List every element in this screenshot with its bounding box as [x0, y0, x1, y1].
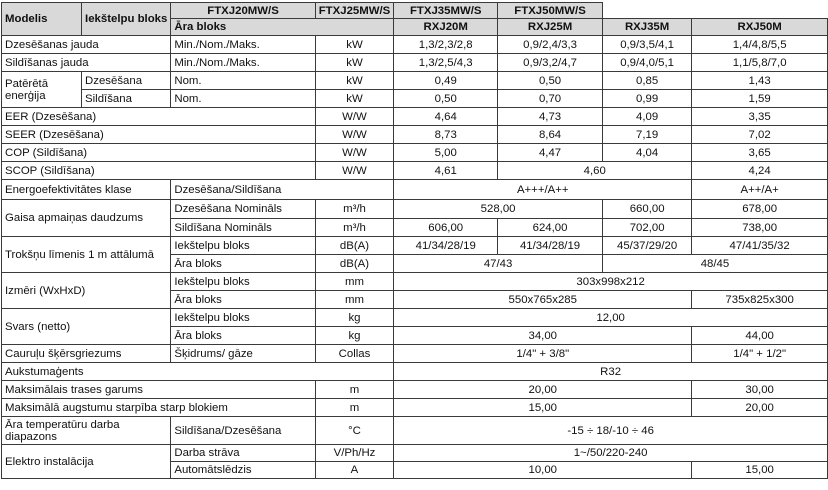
table-row [2, 399, 828, 417]
table-row [2, 200, 828, 219]
table-cell: Cauruļu šķērsgriezums [2, 345, 171, 363]
table-cell: 3,65 [692, 144, 828, 162]
table-cell: Dzesēšana Nominā​ls [171, 200, 315, 219]
table-row [2, 36, 828, 54]
table-row [2, 72, 828, 90]
table-cell: 10,00 [394, 462, 692, 479]
table-cell: Elektro instalācija [2, 445, 171, 479]
table-cell: 30,00 [692, 381, 828, 399]
table-cell: Gaisa apmaiņas daudzums [2, 200, 171, 237]
table-row [2, 273, 828, 291]
table-cell: 678,00 [692, 200, 828, 219]
table-cell: SCOP (Sildīšana) [2, 162, 316, 180]
table-cell: W/W [315, 108, 394, 126]
table-row [2, 345, 828, 363]
table-cell: 5,00 [394, 144, 498, 162]
table-cell: 47/43 [394, 255, 603, 273]
table-cell: 4,09 [602, 108, 691, 126]
table-cell: 4,04 [602, 144, 691, 162]
table-cell: FTXJ50MW/S [498, 3, 603, 19]
table-cell: Energoefektivitātes klase [2, 180, 171, 200]
table-cell: mm [315, 291, 394, 309]
table-cell: mm [315, 273, 394, 291]
table-cell: 4,73 [498, 108, 603, 126]
table-cell: 1~/50/220-240 [394, 445, 828, 462]
table-cell: 44,00 [692, 327, 828, 345]
table-cell: 0,85 [602, 72, 691, 90]
table-cell: A++/A+ [692, 180, 828, 200]
table-row [2, 180, 828, 200]
table-cell: Sildīšana [82, 90, 171, 108]
table-cell: 0,9/3,2/4,7 [498, 54, 603, 72]
table-cell: 7,19 [602, 126, 691, 144]
table-cell: 1,4/4,8/5,5 [692, 36, 828, 54]
table-cell: COP (Sildīšana) [2, 144, 316, 162]
spec-table [1, 2, 828, 479]
table-cell: 1/4" + 1/2" [692, 345, 828, 363]
table-cell: Iekštelpu bloks [171, 273, 315, 291]
table-cell: 624,00 [498, 219, 603, 237]
table-cell: kg [315, 327, 394, 345]
table-cell: 606,00 [394, 219, 498, 237]
table-cell: -15 ÷ 18/-10 ÷ 46 [394, 417, 828, 445]
table-cell: Aukstumaģents [2, 363, 394, 381]
table-cell: Iekštelpu bloks [171, 309, 315, 327]
table-cell: Collas [315, 345, 394, 363]
table-row [2, 309, 828, 327]
table-cell: 0,9/3,5/4,1 [602, 36, 691, 54]
table-row [2, 237, 828, 255]
table-cell: Šķidrums/ gāze [171, 345, 315, 363]
table-cell: 41/34/28/19 [394, 237, 498, 255]
table-cell: Nom. [171, 72, 315, 90]
spec-table-body [2, 3, 828, 479]
table-cell: Iekštelpu bloks [171, 237, 315, 255]
table-cell: Āra bloks [171, 19, 394, 36]
table-cell: kW [315, 54, 394, 72]
table-cell: Nom. [171, 90, 315, 108]
table-cell: 735x825x300 [692, 291, 828, 309]
table-cell: 12,00 [394, 309, 828, 327]
table-cell: Darba strāva [171, 445, 315, 462]
table-row [2, 417, 828, 445]
table-cell: 1,59 [692, 90, 828, 108]
table-cell: Min./Nom./Maks. [171, 36, 315, 54]
table-cell: V/Ph/Hz [315, 445, 394, 462]
table-cell: Āra bloks [171, 327, 315, 345]
table-cell: 1/4" + 3/8" [394, 345, 692, 363]
table-cell: 8,73 [394, 126, 498, 144]
table-cell: A [315, 462, 394, 479]
table-cell: RXJ35M [602, 19, 691, 36]
table-cell: Āra temperatūru darba diapazons [2, 417, 171, 445]
table-cell: Automātslēdzis [171, 462, 315, 479]
table-cell: Trokšņu līmenis 1 m attālumā [2, 237, 171, 273]
table-row [2, 162, 828, 180]
table-row [2, 126, 828, 144]
table-cell: 4,60 [498, 162, 692, 180]
table-cell: 0,50 [498, 72, 603, 90]
table-cell: 48/45 [602, 255, 827, 273]
table-row [2, 108, 828, 126]
table-cell: 20,00 [394, 381, 692, 399]
table-cell: Maksimālais trases garums [2, 381, 316, 399]
table-row [2, 3, 828, 19]
table-cell: m³/h [315, 219, 394, 237]
table-cell: A+++/A++ [394, 180, 692, 200]
table-row [2, 90, 828, 108]
table-cell: Sildīšana Nominā​ls [171, 219, 315, 237]
table-cell: Dzesēšanas jauda [2, 36, 171, 54]
table-cell: 303x998x212 [394, 273, 828, 291]
table-cell: Sildīšana/Dzesēšana [171, 417, 315, 445]
table-row [2, 381, 828, 399]
table-cell: dB(A) [315, 237, 394, 255]
table-cell: FTXJ20MW/S [171, 3, 315, 19]
table-cell: 4,61 [394, 162, 498, 180]
table-cell: 15,00 [394, 399, 692, 417]
table-cell: 3,35 [692, 108, 828, 126]
table-cell: 528,00 [394, 200, 603, 219]
table-cell: W/W [315, 144, 394, 162]
table-cell: Dzesēšana/Sildīšana [171, 180, 394, 200]
table-cell: Svars (netto) [2, 309, 171, 345]
table-cell: 4,47 [498, 144, 603, 162]
table-cell: 550x765x285 [394, 291, 692, 309]
table-cell: Min./Nom./Maks. [171, 54, 315, 72]
table-cell: 0,99 [602, 90, 691, 108]
table-cell: 0,49 [394, 72, 498, 90]
table-cell: m [315, 381, 394, 399]
table-cell: m³/h [315, 200, 394, 219]
table-cell: kW [315, 72, 394, 90]
table-cell: 1,43 [692, 72, 828, 90]
table-cell: FTXJ35MW/S [394, 3, 498, 19]
table-cell: RXJ20M [394, 19, 498, 36]
table-cell: FTXJ25MW/S [315, 3, 394, 19]
table-cell: 8,64 [498, 126, 603, 144]
table-cell: 0,9/2,4/3,3 [498, 36, 603, 54]
table-cell: 1,1/5,8/7,0 [692, 54, 828, 72]
table-cell: 0,9/4,0/5,1 [602, 54, 691, 72]
table-cell: 4,64 [394, 108, 498, 126]
table-row [2, 144, 828, 162]
table-cell: kg [315, 309, 394, 327]
table-cell: SEER (Dzesēšana) [2, 126, 316, 144]
table-cell: Iekštelpu bloks [82, 3, 171, 36]
table-cell: W/W [315, 126, 394, 144]
table-cell: Āra bloks [171, 291, 315, 309]
table-cell: RXJ25M [498, 19, 603, 36]
table-cell: 1,3/2,5/4,3 [394, 54, 498, 72]
table-cell: 4,24 [692, 162, 828, 180]
table-cell: 0,50 [394, 90, 498, 108]
table-cell: Sildīšanas jauda [2, 54, 171, 72]
table-cell: 20,00 [692, 399, 828, 417]
table-cell: kW [315, 90, 394, 108]
table-cell: dB(A) [315, 255, 394, 273]
table-cell: 0,70 [498, 90, 603, 108]
table-cell: Āra bloks [171, 255, 315, 273]
table-cell: Patērētā enerģija [2, 72, 82, 108]
table-cell: 738,00 [692, 219, 828, 237]
table-cell: 702,00 [602, 219, 691, 237]
table-cell: Modelis [2, 3, 82, 36]
table-cell: RXJ50M [692, 19, 828, 36]
table-cell: 47/41/35/32 [692, 237, 828, 255]
table-cell: R32 [394, 363, 828, 381]
table-row [2, 54, 828, 72]
table-cell: kW [315, 36, 394, 54]
table-cell: 7,02 [692, 126, 828, 144]
table-cell: 41/34/28/19 [498, 237, 603, 255]
table-cell: 15,00 [692, 462, 828, 479]
table-cell: °C [315, 417, 394, 445]
table-cell: 45/37/29/20 [602, 237, 691, 255]
table-cell: Dzesēšana [82, 72, 171, 90]
table-cell: Maksimālā augstumu starpība starp blokiem [2, 399, 316, 417]
table-cell: 34,00 [394, 327, 692, 345]
table-cell: EER (Dzesēšana) [2, 108, 316, 126]
table-cell: 1,3/2,3/2,8 [394, 36, 498, 54]
table-cell: m [315, 399, 394, 417]
table-row [2, 363, 828, 381]
table-cell: Izmēri (WxHxD) [2, 273, 171, 309]
table-cell: W/W [315, 162, 394, 180]
table-row [2, 445, 828, 462]
table-cell: 660,00 [602, 200, 691, 219]
